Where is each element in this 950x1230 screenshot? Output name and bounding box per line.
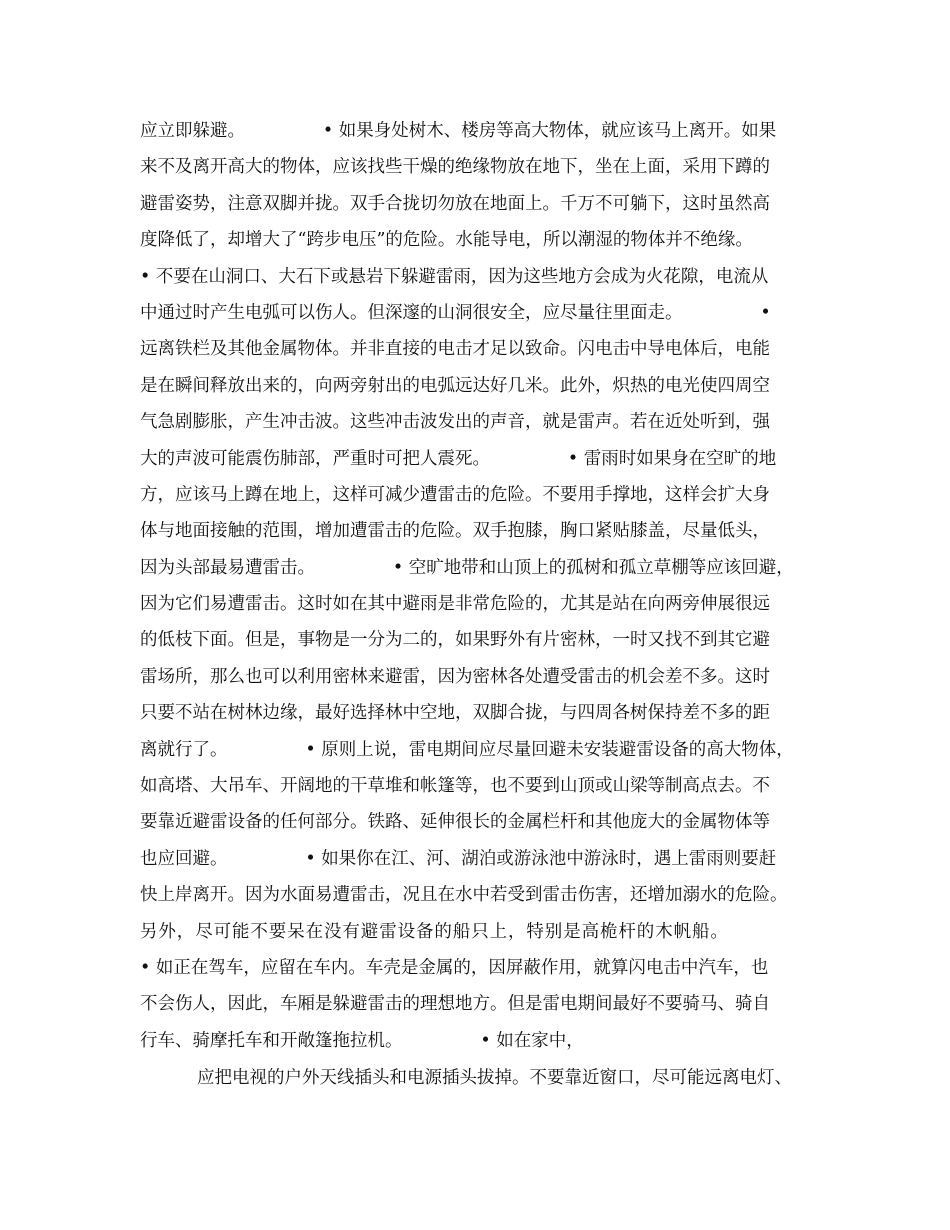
text-line: 远离铁栏及其他金属物体。并非直接的电击才足以致命。闪电击中导电体后，电能 <box>140 339 770 360</box>
text-line: 不会伤人，因此，车厢是躲避雷击的理想地方。但是雷电期间最好不要骑马、骑自 <box>140 994 770 1015</box>
text-line: 只要不站在树林边缘，最好选择林中空地，双脚合拢，与四周各树保持差不多的距 <box>140 703 770 724</box>
text-line: 方，应该马上蹲在地上，这样可减少遭雷击的危险。不要用手撑地，这样会扩大身 <box>140 484 770 505</box>
text-line: 如高塔、大吊车、开阔地的干草堆和帐篷等，也不要到山顶或山梁等制高点去。不 <box>140 776 770 797</box>
text-line: 气急剧膨胀，产生冲击波。这些冲击波发出的声音，就是雷声。若在近处听到，强 <box>140 412 770 433</box>
text-line: 另外，尽可能不要呆在没有避雷设备的船只上，特别是高桅杆的木帆船。 <box>140 921 729 942</box>
text-line: 体与地面接触的范围，增加遭雷击的危险。双手抱膝，胸口紧贴膝盖，尽量低头， <box>140 521 770 542</box>
text-line: 避雷姿势，注意双脚并拢。双手合拢切勿放在地面上。千万不可躺下，这时虽然高 <box>140 193 770 214</box>
text-line: 雷场所，那么也可以利用密林来避雷，因为密林各处遭受雷击的机会差不多。这时 <box>140 666 770 687</box>
text-line: 要靠近避雷设备的任何部分。铁路、延伸很长的金属栏杆和其他庞大的金属物体等 <box>140 812 770 833</box>
text-line: 度降低了，却增大了“跨步电压”的危险。水能导电，所以潮湿的物体并不绝缘。 <box>140 230 753 251</box>
text-line: • 如正在驾车，应留在车内。车壳是金属的，因屏蔽作用，就算闪电击中汽车，也 <box>140 957 769 978</box>
text-line: 因为它们易遭雷击。这时如在其中避雨是非常危险的，尤其是站在向两旁伸展很远 <box>140 594 770 615</box>
text-line: 应立即躲避。 • 如果身处树木、楼房等高大物体，就应该马上离开。如果 <box>140 121 777 141</box>
text-line: 是在瞬间释放出来的，向两旁射出的电弧远达好几米。此外，炽热的电光使四周空 <box>140 375 770 396</box>
text-line: 来不及离开高大的物体，应该找些干燥的绝缘物放在地下，坐在上面，采用下蹲的 <box>140 157 770 178</box>
text-line: • 不要在山洞口、大石下或悬岩下躲避雷雨，因为这些地方会成为火花隙，电流从 <box>140 266 769 287</box>
text-line: 大的声波可能震伤肺部，严重时可把人震死。 • 雷雨时如果身在空旷的地 <box>140 448 777 469</box>
text-line: 离就行了。 • 原则上说，雷电期间应尽量回避未安装避雷设备的高大物体， <box>140 739 794 760</box>
text-line: 因为头部最易遭雷击。 • 空旷地带和山顶上的孤树和孤立草棚等应该回避， <box>140 557 794 578</box>
paragraph-first-line: 应把电视的户外天线插头和电源插头拔掉。不要靠近窗口，尽可能远离电灯、 <box>197 1068 792 1089</box>
text-line: 也应回避。 • 如果你在江、河、湖泊或游泳池中游泳时，遇上雷雨则要赶 <box>140 848 777 869</box>
text-line: 行车、骑摩托车和开敞篷拖拉机。 • 如在家中， <box>140 1030 584 1051</box>
text-line: 快上岸离开。因为水面易遭雷击，况且在水中若受到雷击伤害，还增加溺水的危险。 <box>140 885 788 906</box>
body-text <box>140 113 830 1097</box>
text-line: 的低枝下面。但是，事物是一分为二的，如果野外有片密林，一时又找不到其它避 <box>140 630 770 651</box>
text-line: 中通过时产生电弧可以伤人。但深邃的山洞很安全，应尽量往里面走。 • <box>140 302 771 323</box>
